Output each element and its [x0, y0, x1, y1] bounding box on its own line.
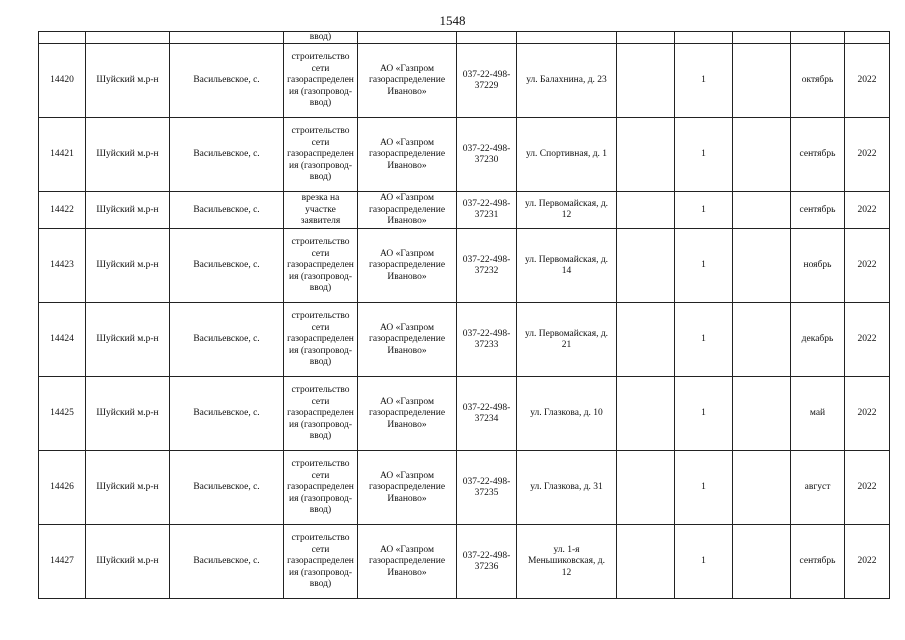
empty-cell [733, 229, 791, 303]
locality-cell: Васильевское, с. [170, 525, 284, 599]
district-cell: Шуйский м.р-н [86, 525, 170, 599]
row-id-cell: 14423 [39, 229, 86, 303]
month-cell: октябрь [791, 44, 845, 118]
organization-cell: АО «Газпром газораспределение Иваново» [358, 192, 457, 229]
locality-cell: Васильевское, с. [170, 118, 284, 192]
code-cell: 037-22-498-37229 [457, 44, 517, 118]
row-id-cell: 14424 [39, 303, 86, 377]
cell [617, 32, 675, 44]
organization-cell: АО «Газпром газораспределение Иваново» [358, 377, 457, 451]
cell [845, 32, 890, 44]
month-cell: ноябрь [791, 229, 845, 303]
code-cell: 037-22-498-37235 [457, 451, 517, 525]
empty-cell [733, 303, 791, 377]
district-cell: Шуйский м.р-н [86, 192, 170, 229]
locality-cell: Васильевское, с. [170, 192, 284, 229]
code-cell: 037-22-498-37236 [457, 525, 517, 599]
month-cell: сентябрь [791, 118, 845, 192]
quantity-cell: 1 [675, 118, 733, 192]
gas-connection-table [38, 31, 890, 599]
table-row [39, 118, 890, 192]
locality-cell: Васильевское, с. [170, 44, 284, 118]
work-type-cell: строительство сети газораспределения (газопровод-ввод) [284, 451, 358, 525]
empty-cell [617, 377, 675, 451]
cell [170, 32, 284, 44]
table-row [39, 44, 890, 118]
district-cell: Шуйский м.р-н [86, 451, 170, 525]
continuation-cell: ввод) [284, 32, 358, 44]
cell [733, 32, 791, 44]
quantity-cell: 1 [675, 44, 733, 118]
empty-cell [733, 451, 791, 525]
address-cell: ул. Глазкова, д. 10 [517, 377, 617, 451]
month-cell: сентябрь [791, 525, 845, 599]
empty-cell [617, 525, 675, 599]
organization-cell: АО «Газпром газораспределение Иваново» [358, 118, 457, 192]
address-cell: ул. 1-я Меньшиковская, д. 12 [517, 525, 617, 599]
address-cell: ул. Первомайская, д. 21 [517, 303, 617, 377]
empty-cell [733, 525, 791, 599]
month-cell: август [791, 451, 845, 525]
address-cell: ул. Спортивная, д. 1 [517, 118, 617, 192]
code-cell: 037-22-498-37234 [457, 377, 517, 451]
cell [517, 32, 617, 44]
organization-cell: АО «Газпром газораспределение Иваново» [358, 229, 457, 303]
quantity-cell: 1 [675, 451, 733, 525]
empty-cell [733, 192, 791, 229]
quantity-cell: 1 [675, 303, 733, 377]
year-cell: 2022 [845, 229, 890, 303]
year-cell: 2022 [845, 377, 890, 451]
code-cell: 037-22-498-37233 [457, 303, 517, 377]
organization-cell: АО «Газпром газораспределение Иваново» [358, 451, 457, 525]
quantity-cell: 1 [675, 229, 733, 303]
quantity-cell: 1 [675, 192, 733, 229]
year-cell: 2022 [845, 192, 890, 229]
district-cell: Шуйский м.р-н [86, 118, 170, 192]
work-type-cell: строительство сети газораспределения (газопровод-ввод) [284, 44, 358, 118]
address-cell: ул. Глазкова, д. 31 [517, 451, 617, 525]
organization-cell: АО «Газпром газораспределение Иваново» [358, 44, 457, 118]
empty-cell [617, 303, 675, 377]
work-type-cell: строительство сети газораспределения (газопровод-ввод) [284, 118, 358, 192]
page-number: 1548 [439, 13, 466, 28]
code-cell: 037-22-498-37230 [457, 118, 517, 192]
address-cell: ул. Первомайская, д. 12 [517, 192, 617, 229]
address-cell: ул. Первомайская, д. 14 [517, 229, 617, 303]
work-type-cell: врезка на участке заявителя [284, 192, 358, 229]
row-id-cell: 14421 [39, 118, 86, 192]
table-row [39, 377, 890, 451]
district-cell: Шуйский м.р-н [86, 44, 170, 118]
table-row [39, 229, 890, 303]
cell [39, 32, 86, 44]
locality-cell: Васильевское, с. [170, 303, 284, 377]
district-cell: Шуйский м.р-н [86, 377, 170, 451]
address-cell: ул. Балахнина, д. 23 [517, 44, 617, 118]
locality-cell: Васильевское, с. [170, 377, 284, 451]
cell [791, 32, 845, 44]
row-id-cell: 14420 [39, 44, 86, 118]
work-type-cell: строительство сети газораспределения (газопровод-ввод) [284, 377, 358, 451]
row-id-cell: 14427 [39, 525, 86, 599]
month-cell: декабрь [791, 303, 845, 377]
locality-cell: Васильевское, с. [170, 451, 284, 525]
empty-cell [733, 118, 791, 192]
organization-cell: АО «Газпром газораспределение Иваново» [358, 303, 457, 377]
row-id-cell: 14425 [39, 377, 86, 451]
cell [457, 32, 517, 44]
year-cell: 2022 [845, 451, 890, 525]
table-row [39, 451, 890, 525]
table-row [39, 525, 890, 599]
work-type-cell: строительство сети газораспределения (газопровод-ввод) [284, 229, 358, 303]
quantity-cell: 1 [675, 525, 733, 599]
cell [86, 32, 170, 44]
cell [675, 32, 733, 44]
code-cell: 037-22-498-37231 [457, 192, 517, 229]
continuation-row [39, 32, 890, 44]
month-cell: сентябрь [791, 192, 845, 229]
empty-cell [617, 44, 675, 118]
year-cell: 2022 [845, 44, 890, 118]
empty-cell [733, 44, 791, 118]
empty-cell [617, 192, 675, 229]
code-cell: 037-22-498-37232 [457, 229, 517, 303]
row-id-cell: 14426 [39, 451, 86, 525]
table-row [39, 303, 890, 377]
district-cell: Шуйский м.р-н [86, 229, 170, 303]
quantity-cell: 1 [675, 377, 733, 451]
empty-cell [617, 229, 675, 303]
work-type-cell: строительство сети газораспределения (газопровод-ввод) [284, 303, 358, 377]
cell [358, 32, 457, 44]
locality-cell: Васильевское, с. [170, 229, 284, 303]
organization-cell: АО «Газпром газораспределение Иваново» [358, 525, 457, 599]
month-cell: май [791, 377, 845, 451]
year-cell: 2022 [845, 118, 890, 192]
empty-cell [733, 377, 791, 451]
work-type-cell: строительство сети газораспределения (газопровод-ввод) [284, 525, 358, 599]
year-cell: 2022 [845, 525, 890, 599]
year-cell: 2022 [845, 303, 890, 377]
empty-cell [617, 118, 675, 192]
table-row [39, 192, 890, 229]
row-id-cell: 14422 [39, 192, 86, 229]
empty-cell [617, 451, 675, 525]
district-cell: Шуйский м.р-н [86, 303, 170, 377]
